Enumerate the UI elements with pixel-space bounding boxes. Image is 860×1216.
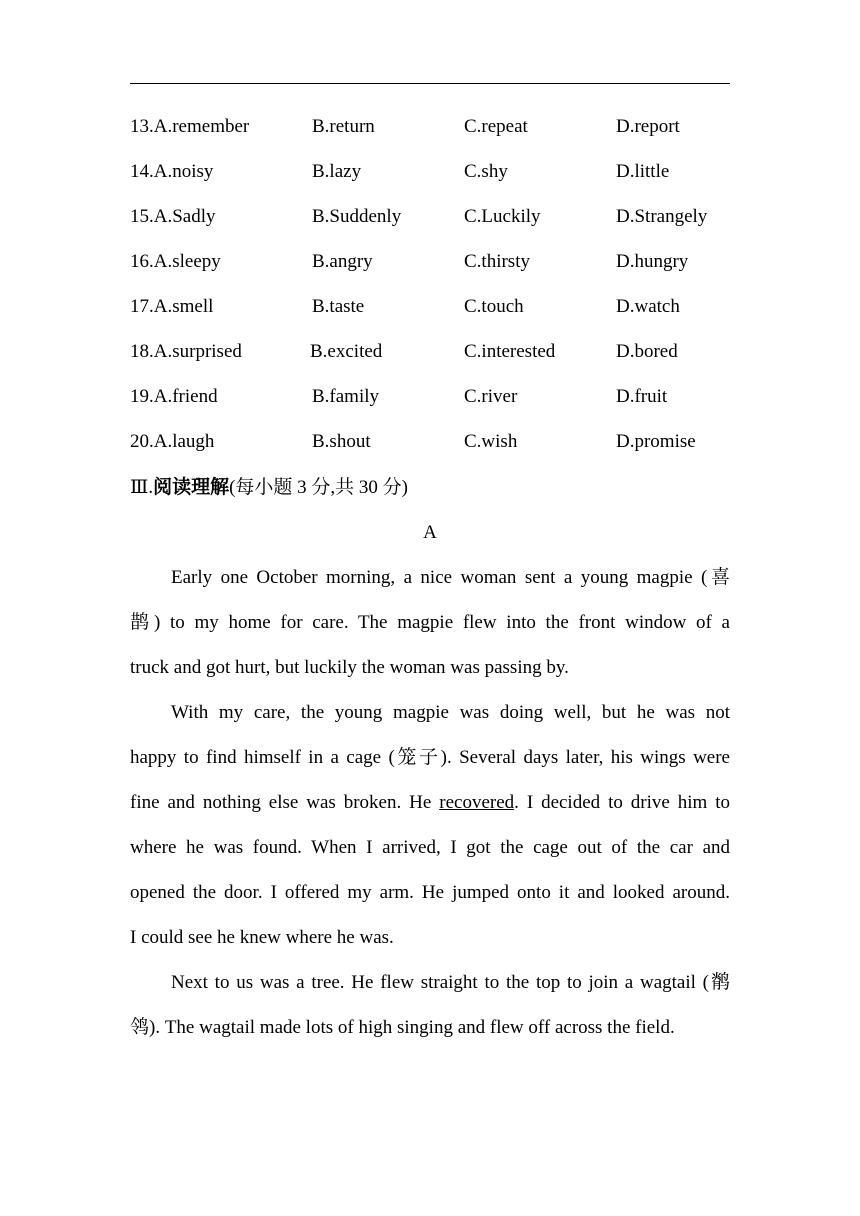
option-d: D.fruit bbox=[616, 386, 668, 407]
option-a: 16.A.sleepy bbox=[130, 251, 221, 272]
option-b: B.excited bbox=[310, 341, 383, 362]
paragraph-line: With my care, the young magpie was doing well, but he was not bbox=[171, 702, 730, 723]
paragraph-2 bbox=[130, 690, 730, 960]
question-row-14 bbox=[130, 157, 730, 202]
option-c: C.interested bbox=[464, 341, 556, 362]
paragraph-1 bbox=[130, 555, 730, 690]
paragraph-line: I could see he knew where he was. bbox=[130, 927, 394, 948]
question-row-13 bbox=[130, 112, 730, 157]
paragraph-line: truck and got hurt, but luckily the woman was passing by. bbox=[130, 657, 569, 678]
option-a: 13.A.remember bbox=[130, 116, 250, 137]
option-c: C.thirsty bbox=[464, 251, 530, 272]
underlined-word: recovered bbox=[439, 792, 515, 813]
option-d: D.hungry bbox=[616, 251, 689, 272]
question-row-19 bbox=[130, 382, 730, 427]
option-a: 17.A.smell bbox=[130, 296, 214, 317]
option-b: B.shout bbox=[312, 431, 371, 452]
option-c: C.repeat bbox=[464, 116, 528, 137]
option-d: D.report bbox=[616, 116, 680, 137]
option-c: C.touch bbox=[464, 296, 524, 317]
section-note: (每小题 3 分,共 30 分) bbox=[229, 477, 408, 498]
option-b: B.taste bbox=[312, 296, 365, 317]
option-a: 14.A.noisy bbox=[130, 161, 214, 182]
option-c: C.Luckily bbox=[464, 206, 541, 227]
option-b: B.family bbox=[312, 386, 380, 407]
option-c: C.river bbox=[464, 386, 518, 407]
option-d: D.bored bbox=[616, 341, 678, 362]
section-heading bbox=[130, 473, 408, 503]
paragraph-line: 鹊) to my home for care. The magpie flew into the front window of a bbox=[130, 612, 730, 633]
option-b: B.angry bbox=[312, 251, 373, 272]
question-row-15 bbox=[130, 202, 730, 247]
question-row-18 bbox=[130, 337, 730, 382]
paragraph-line: fine and nothing else was broken. He recovered. I decided to drive him to bbox=[130, 792, 730, 813]
option-c: C.wish bbox=[464, 431, 518, 452]
option-b: B.Suddenly bbox=[312, 206, 402, 227]
paragraph-3 bbox=[130, 960, 730, 1050]
paragraph-line: happy to find himself in a cage (笼子). Several days later, his wings were bbox=[130, 747, 730, 768]
option-d: D.watch bbox=[616, 296, 680, 317]
option-a: 19.A.friend bbox=[130, 386, 218, 407]
section-numeral: Ⅲ. bbox=[130, 477, 154, 498]
option-d: D.promise bbox=[616, 431, 696, 452]
option-d: D.little bbox=[616, 161, 670, 182]
option-a: 20.A.laugh bbox=[130, 431, 215, 452]
header-rule bbox=[130, 83, 730, 84]
paragraph-line: Early one October morning, a nice woman sent a young magpie (喜 bbox=[171, 567, 730, 588]
paragraph-line: Next to us was a tree. He flew straight to the top to join a wagtail (鹡 bbox=[171, 972, 730, 993]
question-row-20 bbox=[130, 427, 730, 472]
option-a: 18.A.surprised bbox=[130, 341, 242, 362]
paragraph-line: where he was found. When I arrived, I got the cage out of the car and bbox=[130, 837, 730, 858]
option-table bbox=[130, 112, 730, 472]
option-b: B.return bbox=[312, 116, 375, 137]
question-row-16 bbox=[130, 247, 730, 292]
option-d: D.Strangely bbox=[616, 206, 708, 227]
section-title: 阅读理解 bbox=[153, 477, 230, 498]
passage-title: A bbox=[423, 522, 437, 543]
paragraph-line: 鸰). The wagtail made lots of high singing and flew off across the field. bbox=[130, 1017, 675, 1038]
option-c: C.shy bbox=[464, 161, 508, 182]
question-row-17 bbox=[130, 292, 730, 337]
option-b: B.lazy bbox=[312, 161, 362, 182]
option-a: 15.A.Sadly bbox=[130, 206, 216, 227]
paragraph-line: opened the door. I offered my arm. He jumped onto it and looked around. bbox=[130, 882, 730, 903]
